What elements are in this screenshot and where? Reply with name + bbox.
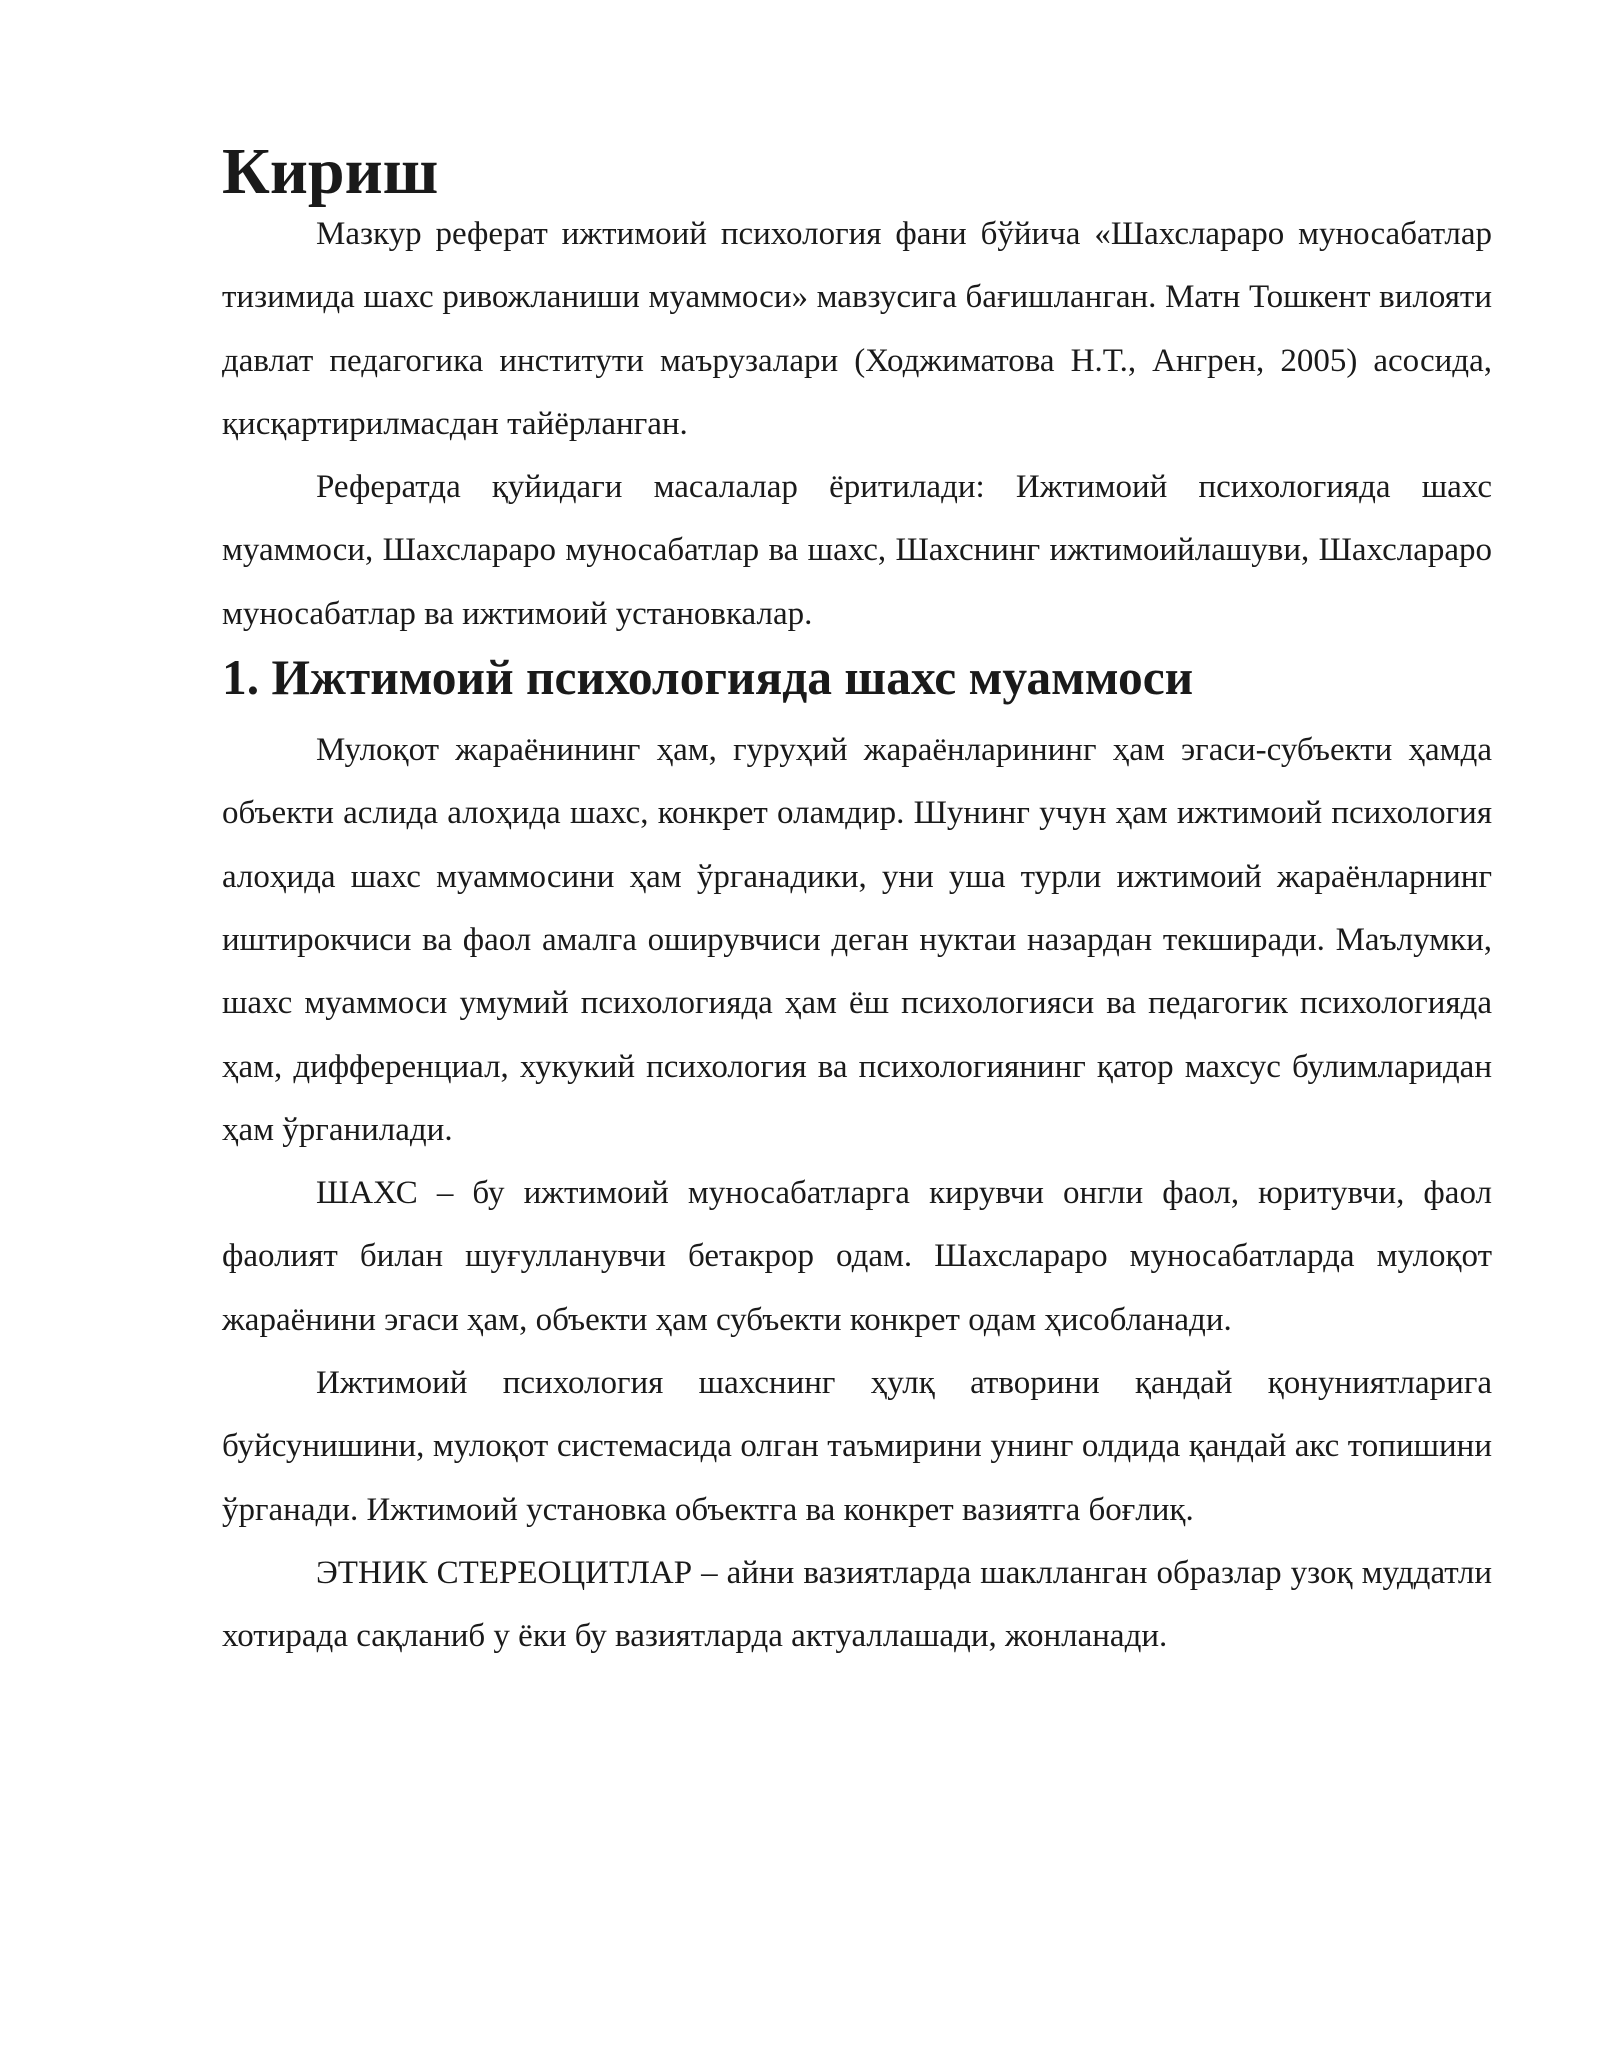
section-heading: 1. Ижтимоий психологияда шахс муаммоси — [222, 650, 1194, 706]
intro-paragraph: Рефератда қуйидаги масалалар ёритилади: Ижтимоий психологияда шахс муаммоси, Шахслараро муносабатлар ва шахс, Шахснинг ижтимоийлашуви, Шахслараро муносабатлар ва ижтимоий установкалар. — [222, 469, 1492, 632]
intro-heading: Кириш — [222, 135, 439, 208]
document-page — [222, 135, 1492, 1669]
section-paragraph: ЭТНИК СТЕРЕОЦИТЛАР – айни вазиятларда шаклланган образлар узоқ муддатли хотирада сақланиб у ёки бу вазиятларда актуаллашади, жонланади. — [222, 1554, 1492, 1655]
section-paragraph: ШАХС – бу ижтимоий муносабатларга кирувчи онгли фаол, юритувчи, фаол фаолият билан шуғулланувчи бетакрор одам. Шахслараро муносабатларда мулоқот жараёнини эгаси ҳам, объекти ҳам субъекти конкрет одам ҳисобланади. — [222, 1175, 1492, 1338]
section-paragraph: Мулоқот жараёнининг ҳам, гуруҳий жараёнларининг ҳам эгаси-субъекти ҳамда объекти аслида алоҳида шахс, конкрет оламдир. Шунинг учун ҳам ижтимоий психология алоҳида шахс муаммосини ҳам ўрганадики, уни уша турли ижтимоий жараёнларнинг иштирокчиси ва фаол амалга оширувчиси деган нуктаи назардан текширади. Маълумки, шахс муаммоси умумий психологияда ҳам ёш психологияси ва педагогик психологияда ҳам, дифференциал, хукукий психология ва психологиянинг қатор махсус булимларидан ҳам ўрганилади. — [222, 732, 1492, 1148]
section-paragraph: Ижтимоий психология шахснинг ҳулқ атворини қандай қонуниятларига буйсунишини, мулоқот системасида олган таъмирини унинг олдида қандай акс топишини ўрганади. Ижтимоий установка объектга ва конкрет вазиятга боғлиқ. — [222, 1365, 1492, 1528]
intro-paragraph: Мазкур реферат ижтимоий психология фани бўйича «Шахслараро муносабатлар тизимида шахс ривожланиши муаммоси» мавзусига бағишланган. Матн Тошкент вилояти давлат педагогика институти маърузалари (Ходжиматова Н.Т., Ангрен, 2005) асосида, қисқартирилмасдан тайёрланган. — [222, 216, 1492, 442]
